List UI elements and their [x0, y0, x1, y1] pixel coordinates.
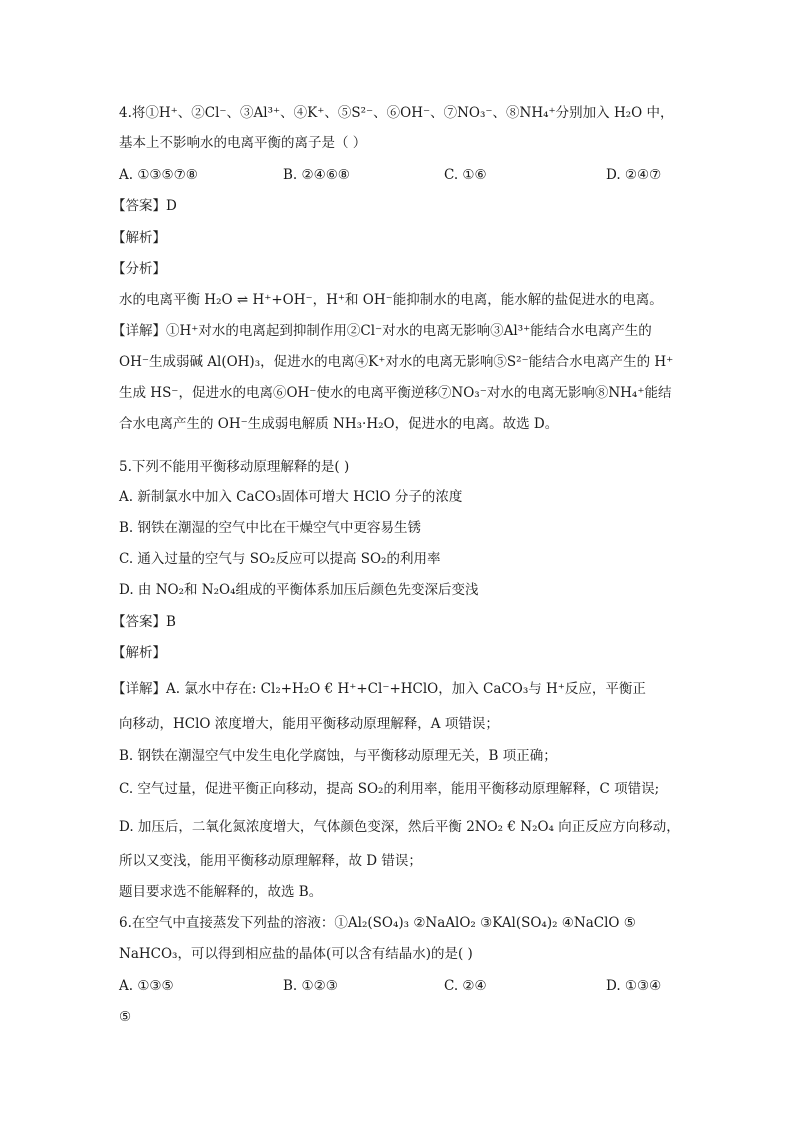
q4-option-c: C. ①⑥ [444, 167, 487, 183]
q4-analysis: 水的电离平衡 H₂O ⇌ H⁺+OH⁻，H⁺和 OH⁻能抑制水的电离，能水解的盐促进水的电离。 [119, 292, 663, 308]
q4-detail-line1: 【详解】①H⁺对水的电离起到抑制作用②Cl⁻对水的电离无影响③Al³⁺能结合水电离产生的 [112, 323, 652, 339]
q4-option-b: B. ②④⑥⑧ [283, 167, 350, 183]
q5-option-c: C. 通入过量的空气与 SO₂反应可以提高 SO₂的利用率 [119, 551, 441, 567]
q4-stem-line1: 4.将①H⁺、②Cl⁻、③Al³⁺、④K⁺、⑤S²⁻、⑥OH⁻、⑦NO₃⁻、⑧NH₄⁺分别加入 H₂O 中， [119, 105, 674, 121]
q5-option-d: D. 由 NO₂和 N₂O₄组成的平衡体系加压后颜色先变深后变浅 [119, 582, 479, 598]
q5-detail-line3: B. 钢铁在潮湿空气中发生电化学腐蚀，与平衡移动原理无关，B 项正确； [119, 748, 557, 764]
q4-stem-line2: 基本上不影响水的电离平衡的离子是（ ） [119, 135, 367, 151]
q4-answer: 【答案】D [112, 198, 177, 214]
q5-jiexi-heading: 【解析】 [112, 645, 166, 661]
q5-detail-line5: D. 加压后，二氧化氮浓度增大，气体颜色变深，然后平衡 2NO₂ € N₂O₄ 向正反应方向移动， [119, 819, 680, 835]
q4-detail-line2: OH⁻生成弱碱 Al(OH)₃，促进水的电离④K⁺对水的电离无影响⑤S²⁻能结合水电离产生的 H⁺ [119, 354, 674, 370]
q6-option-d-wrap: ⑤ [119, 1009, 132, 1025]
q5-option-b: B. 钢铁在潮湿的空气中比在干燥空气中更容易生锈 [119, 520, 422, 536]
q5-detail-line4: C. 空气过量，促进平衡正向移动，提高 SO₂的利用率，能用平衡移动原理解释，C 项错误; [119, 781, 660, 797]
q6-stem-line2: NaHCO₃，可以得到相应盐的晶体(可以含有结晶水)的是( ) [119, 946, 473, 962]
q5-detail-line6: 所以又变浅，能用平衡移动原理解释，故 D 错误； [119, 853, 422, 869]
q6-option-c: C. ②④ [444, 978, 487, 994]
q4-jiexi-heading: 【解析】 [112, 230, 166, 246]
q5-detail-line2: 向移动，HClO 浓度增大，能用平衡移动原理解释，A 项错误； [119, 716, 499, 732]
q5-option-a: A. 新制氯水中加入 CaCO₃固体可增大 HClO 分子的浓度 [119, 489, 463, 505]
q4-option-d: D. ②④⑦ [606, 167, 662, 183]
q5-detail-line1: 【详解】A. 氯水中存在: Cl₂+H₂O € H⁺+Cl⁻+HClO，加入 CaCO₃与 H⁺反应，平衡正 [112, 681, 646, 697]
q5-stem: 5.下列不能用平衡移动原理解释的是( ) [119, 459, 350, 475]
q6-option-a: A. ①③⑤ [119, 978, 174, 994]
q4-option-a: A. ①③⑤⑦⑧ [119, 167, 198, 183]
q5-detail-line7: 题目要求选不能解释的，故选 B。 [119, 884, 323, 900]
q4-detail-line3: 生成 HS⁻，促进水的电离⑥OH⁻使水的电离平衡逆移⑦NO₃⁻对水的电离无影响⑧NH₄⁺能结 [119, 385, 672, 401]
q4-detail-line4: 合水电离产生的 OH⁻生成弱电解质 NH₃·H₂O，促进水的电离。故选 D。 [119, 416, 559, 432]
q5-answer: 【答案】B [112, 614, 176, 630]
q6-stem-line1: 6.在空气中直接蒸发下列盐的溶液：①Al₂(SO₄)₃ ②NaAlO₂ ③KAl(SO₄)₂ ④NaClO ⑤ [119, 915, 636, 931]
q6-option-b: B. ①②③ [283, 978, 338, 994]
q6-option-d: D. ①③④ [606, 978, 662, 994]
q4-fenxi-heading: 【分析】 [112, 261, 166, 277]
